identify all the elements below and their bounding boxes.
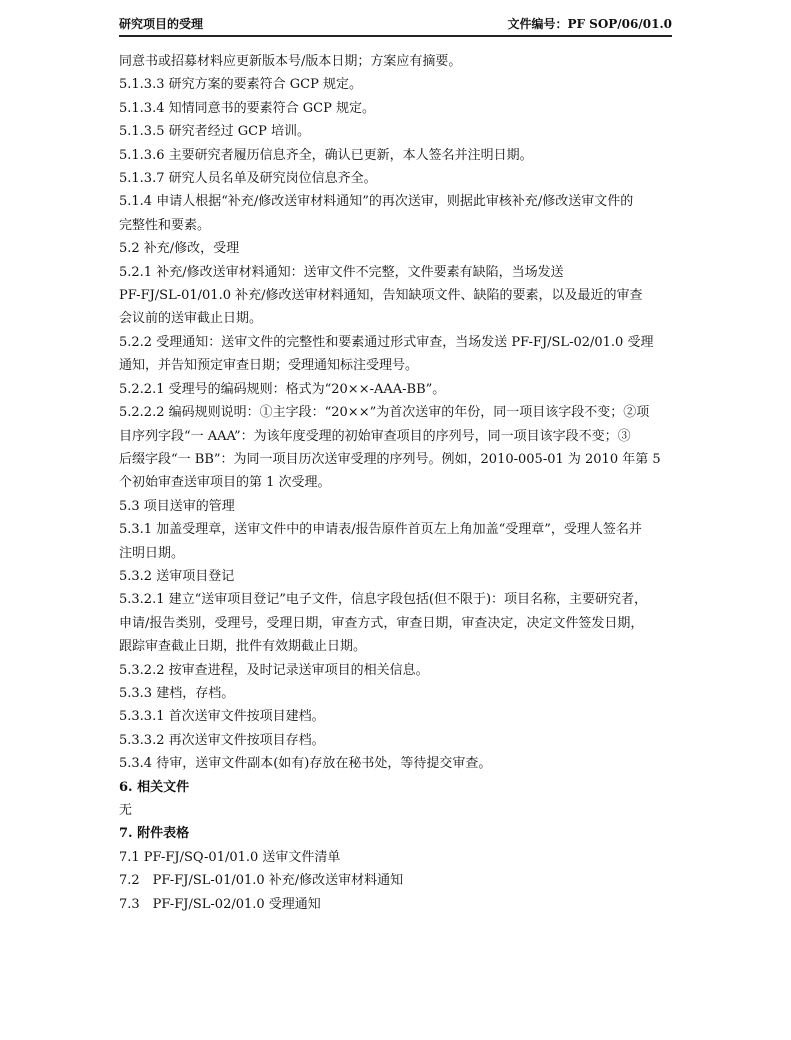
paragraph-line: 跟踪审查截止日期，批件有效期截止日期。 [119, 639, 367, 655]
document-body [119, 50, 675, 916]
paragraph-line: 5.3.3.2 再次送审文件按项目存档。 [119, 732, 325, 748]
header-title: 研究项目的受理 [119, 17, 204, 31]
paragraph-line: 5.1.3.7 研究人员名单及研究岗位信息齐全。 [119, 171, 377, 187]
paragraph-line: 5.2.2 受理通知：送审文件的完整性和要素通过形式审查，当场发送 PF-FJ/SL-02/01.0 受理 [119, 334, 654, 350]
paragraph-line: 5.1.3.3 研究方案的要素符合 GCP 规定。 [119, 77, 362, 93]
paragraph-line: 5.2.2.1 受理号的编码规则：格式为“20××-AAA-BB”。 [119, 381, 446, 397]
paragraph-line: 5.3.1 加盖受理章，送审文件中的申请表/报告原件首页左上角加盖“受理章”，受理人签名并 [119, 522, 642, 538]
header-doc-number: 文件编号：PF SOP/06/01.0 [507, 17, 672, 31]
paragraph-line: 会议前的送审截止日期。 [119, 311, 263, 327]
chapter-heading: 7. 附件表格 [119, 826, 190, 842]
attachment-item: 7.3 PF-FJ/SL-02/01.0 受理通知 [119, 896, 321, 912]
attachment-item: 7.2 PF-FJ/SL-01/01.0 补充/修改送审材料通知 [119, 873, 404, 889]
paragraph-line: 注明日期。 [119, 545, 185, 561]
attachment-item: 7.1 PF-FJ/SQ-01/01.0 送审文件清单 [119, 849, 341, 865]
paragraph-line: 同意书或招募材料应更新版本号/版本日期；方案应有摘要。 [119, 54, 462, 69]
paragraph-line: 5.3.3.1 首次送审文件按项目建档。 [119, 709, 325, 725]
section-heading: 5.3.3 建档，存档。 [119, 685, 235, 701]
paragraph-line: 完整性和要素。 [119, 217, 211, 233]
section-heading: 5.3 项目送审的管理 [119, 498, 235, 514]
paragraph-line: 5.3.4 待审，送审文件副本(如有)存放在秘书处，等待提交审查。 [119, 756, 492, 772]
paragraph-line: 5.1.4 申请人根据“补充/修改送审材料通知”的再次送审，则据此审核补充/修改送审文件的 [119, 194, 634, 210]
paragraph-line: 5.1.3.6 主要研究者履历信息齐全，确认已更新，本人签名并注明日期。 [119, 147, 533, 163]
paragraph-line: 申请/报告类别，受理号，受理日期，审查方式，审查日期，审查决定，决定文件签发日期， [119, 615, 644, 631]
paragraph-line: 5.1.3.4 知情同意书的要素符合 GCP 规定。 [119, 100, 375, 116]
paragraph-line: 目序列字段“一 AAA”：为该年度受理的初始审查项目的序列号，同一项目该字段不变；③ [119, 428, 631, 444]
paragraph-line: 个初始审查送审项目的第 1 次受理。 [119, 475, 331, 491]
paragraph-line: 5.2.2.2 编码规则说明：①主字段：“20××”为首次送审的年份，同一项目该字段不变；②项 [119, 405, 650, 421]
paragraph-line: 5.3.2.1 建立“送审项目登记”电子文件，信息字段包括(但不限于)：项目名称，主要研究者， [119, 592, 648, 608]
paragraph-line: 通知，并告知预定审查日期；受理通知标注受理号。 [119, 358, 419, 374]
chapter-heading: 6. 相关文件 [119, 779, 190, 795]
section-heading: 5.2 补充/修改，受理 [119, 241, 240, 257]
paragraph-line: 后缀字段“一 BB”：为同一项目历次送审受理的序列号。例如，2010-005-01 为 2010 年第 5 [119, 451, 661, 467]
paragraph-line: 无 [119, 803, 133, 818]
section-heading: 5.3.2 送审项目登记 [119, 568, 235, 584]
page-header [119, 12, 672, 37]
paragraph-line: 5.3.2.2 按审查进程，及时记录送审项目的相关信息。 [119, 662, 429, 678]
paragraph-line: PF-FJ/SL-01/01.0 补充/修改送审材料通知，告知缺项文件、缺陷的要素，以及最近的审查 [119, 288, 643, 304]
paragraph-line: 5.1.3.5 研究者经过 GCP 培训。 [119, 124, 310, 140]
paragraph-line: 5.2.1 补充/修改送审材料通知：送审文件不完整，文件要素有缺陷，当场发送 [119, 264, 564, 280]
